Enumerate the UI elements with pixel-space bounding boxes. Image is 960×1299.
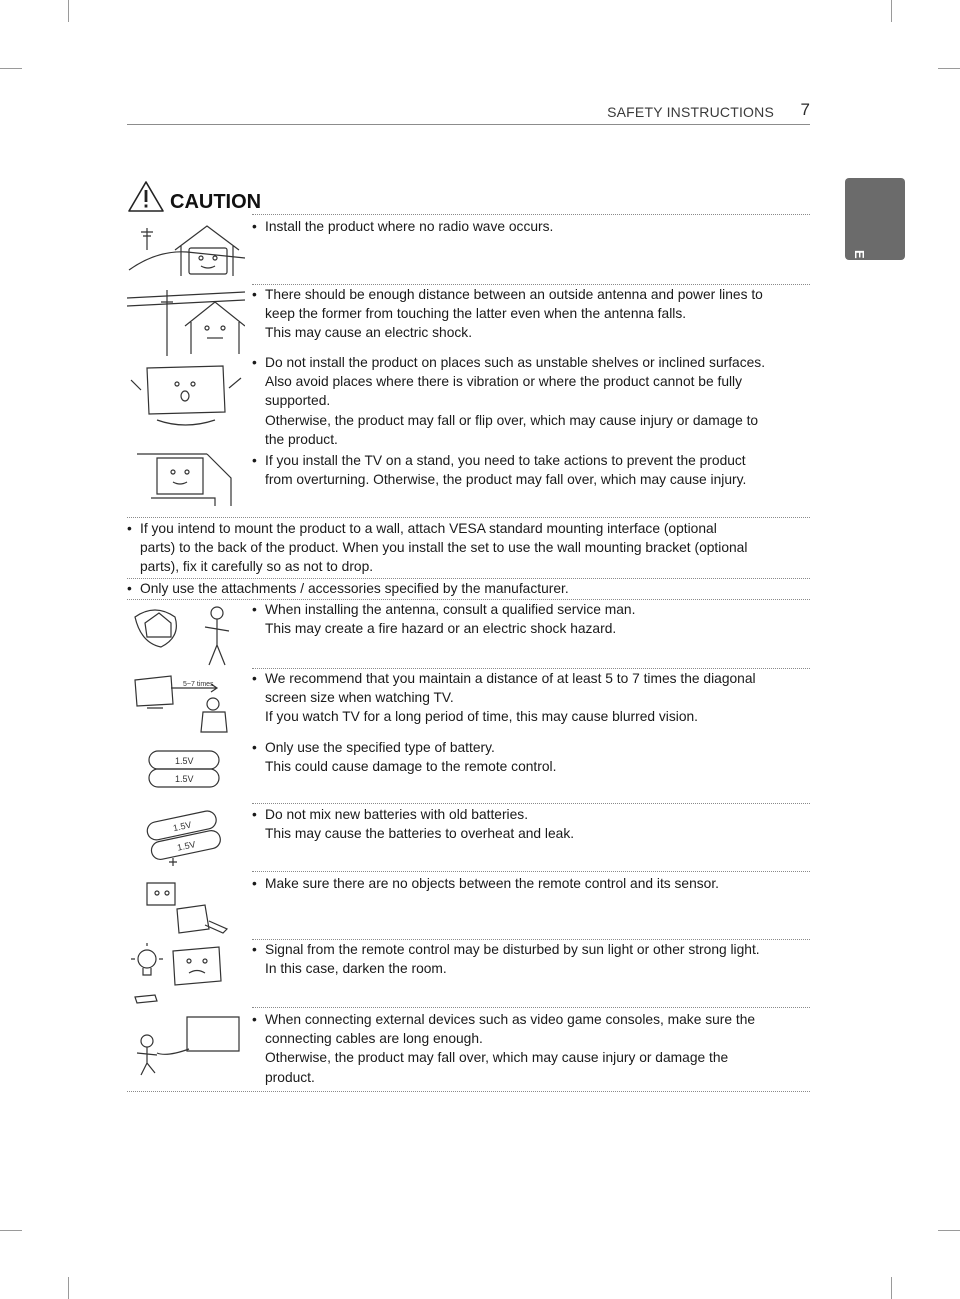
crop-mark [891, 1277, 892, 1299]
divider [127, 1091, 810, 1092]
instruction-item: • If you install the TV on a stand, you need to take actions to prevent the product from overturning. Otherwise, the product may fall over, which may cause injury. [252, 451, 810, 489]
power-line-house-illustration [127, 288, 245, 358]
instruction-item: • When installing the antenna, consult a qualified service man. This may create a fire hazard or an electric shock hazard. [252, 600, 810, 638]
service-man-illustration [127, 601, 245, 667]
safety-row [127, 1007, 810, 1091]
crop-mark [938, 1230, 960, 1231]
instruction-item: • Make sure there are no objects between the remote control and its sensor. [252, 874, 810, 893]
instruction-item: • We recommend that you maintain a distance of at least 5 to 7 times the diagonal screen size when watching TV. If you watch TV for a long period of time, this may cause blurred vision. [252, 669, 810, 727]
instruction-item: • Install the product where no radio wave occurs. [252, 217, 810, 236]
console-cable-illustration [127, 1013, 245, 1079]
instruction-item: • There should be enough distance between an outside antenna and power lines to keep the former from touching the latter even when the antenna falls. This may cause an electric shock. [252, 285, 810, 343]
section-title: SAFETY INSTRUCTIONS [607, 104, 774, 120]
bright-light-illustration [127, 941, 245, 1005]
battery-label: 1.5V [176, 839, 197, 853]
safety-row [127, 939, 810, 1007]
language-label: ENGLISH [852, 250, 867, 312]
instruction-item: • Signal from the remote control may be disturbed by sun light or other strong light. In this case, darken the room. [252, 940, 810, 978]
battery-label: 1.5V [172, 819, 193, 834]
house-antenna-illustration [127, 220, 245, 282]
warning-triangle-icon [127, 180, 165, 214]
safety-row [127, 214, 810, 284]
tilting-tv-illustration [127, 360, 245, 430]
safety-row [127, 284, 810, 516]
tv-on-stand-illustration [127, 448, 245, 508]
crop-mark [68, 1277, 69, 1299]
safety-row [127, 737, 810, 803]
safety-row [127, 578, 810, 598]
safety-row [127, 518, 810, 578]
safety-row [127, 804, 810, 870]
page-number: 7 [800, 100, 810, 119]
instruction-item: • Only use the specified type of battery. This could cause damage to the remote control. [252, 738, 810, 776]
language-tab[interactable] [845, 178, 905, 312]
safety-row [127, 871, 810, 939]
crop-mark [938, 68, 960, 69]
safety-row [127, 668, 810, 736]
instruction-item: • Only use the attachments / accessories specified by the manufacturer. [127, 579, 810, 598]
caution-title: CAUTION [170, 191, 262, 213]
instruction-item: • Do not install the product on places such as unstable shelves or inclined surfaces. Also avoid places where there is vibration or where the product cannot be fully supported. Otherwise, the product may fall or flip over, which may cause injury or damage to the product. [252, 353, 810, 449]
instruction-item: • When connecting external devices such as video game consoles, make sure the connecting cables are long enough. Otherwise, the product may fall over, which may cause injury or damage the product. [252, 1010, 810, 1087]
battery-illustration [127, 739, 245, 799]
crop-mark [0, 1230, 22, 1231]
viewing-distance-illustration [127, 670, 245, 734]
instruction-item: • Do not mix new batteries with old batteries. This may cause the batteries to overheat and leak. [252, 805, 810, 843]
battery-label: 1.5V [175, 756, 194, 766]
safety-row [127, 599, 810, 668]
battery-label: 1.5V [175, 774, 194, 784]
crop-mark [891, 0, 892, 22]
crop-mark [0, 68, 22, 69]
mixed-battery-illustration [127, 806, 245, 868]
crop-mark [68, 0, 69, 22]
instruction-item: • If you intend to mount the product to a wall, attach VESA standard mounting interface (optional parts) to the back of the product. When you install the set to use the wall mounting bracket (optional parts), fix it carefully so as not to drop. [127, 519, 810, 577]
page-header [127, 100, 810, 125]
distance-label: 5~7 times [183, 681, 214, 688]
remote-obstacle-illustration [127, 875, 245, 939]
